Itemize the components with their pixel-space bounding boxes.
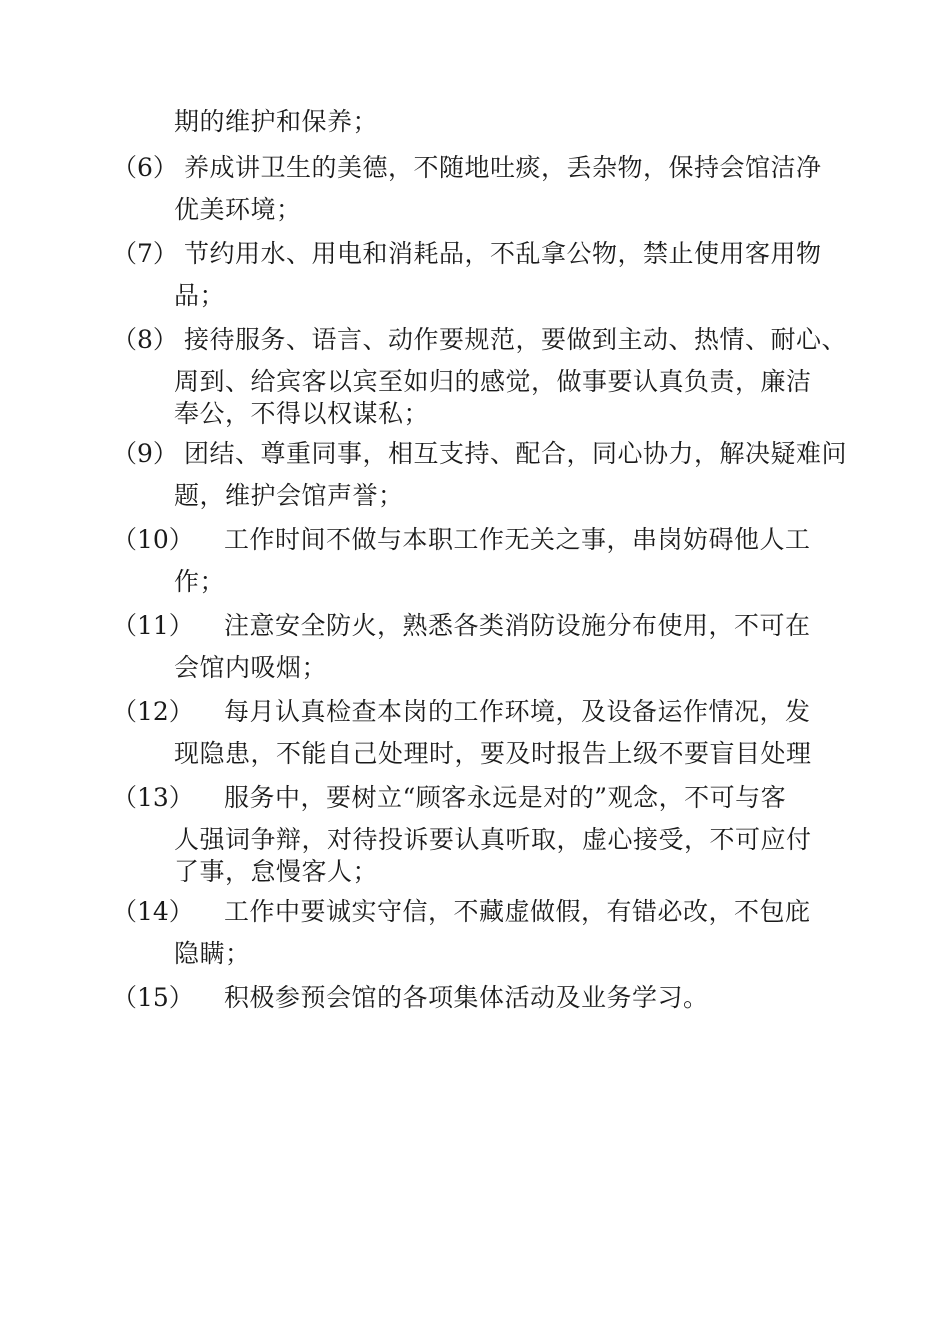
item-number: （11） xyxy=(112,611,194,640)
item-text-line: 人强词争辩，对待投诉要认真听取，虚心接受，不可应付 xyxy=(174,825,812,854)
item-number: （14） xyxy=(112,897,194,926)
item-text-line: 注意安全防火，熟悉各类消防设施分布使用，不可在 xyxy=(224,611,811,640)
item-text-line: 作； xyxy=(174,567,226,596)
item-text-line: 现隐患，不能自己处理时，要及时报告上级不要盲目处理 xyxy=(174,739,812,768)
lead-line: 期的维护和保养； xyxy=(174,107,379,136)
item-text-line: 了事，怠慢客人； xyxy=(174,857,379,886)
item-text-line: 节约用水、用电和消耗品，不乱拿公物，禁止使用客用物 xyxy=(184,239,822,268)
item-text-line: 接待服务、语言、动作要规范，要做到主动、热情、耐心、 xyxy=(184,325,848,354)
item-text-line: 每月认真检查本岗的工作环境，及设备运作情况，发 xyxy=(224,697,811,726)
item-text-line: 会馆内吸烟； xyxy=(174,653,328,682)
item-number: （9） xyxy=(112,439,178,468)
item-text-line: 题，维护会馆声誉； xyxy=(174,481,404,510)
item-text-line: 团结、尊重同事，相互支持、配合，同心协力，解决疑难问 xyxy=(184,439,848,468)
item-text-line: 养成讲卫生的美德，不随地吐痰，丢杂物，保持会馆洁净 xyxy=(184,153,822,182)
item-number: （10） xyxy=(112,525,194,554)
item-text-line: 品； xyxy=(174,281,226,310)
item-text-line: 积极参预会馆的各项集体活动及业务学习。 xyxy=(224,983,709,1012)
item-text-line: 周到、给宾客以宾至如归的感觉，做事要认真负责，廉洁 xyxy=(174,367,812,396)
item-number: （7） xyxy=(112,239,178,268)
item-text-line: 优美环境； xyxy=(174,195,302,224)
item-text-line: 工作中要诚实守信，不藏虚做假，有错必改，不包庇 xyxy=(224,897,811,926)
item-text-line: 工作时间不做与本职工作无关之事，串岗妨碍他人工 xyxy=(224,525,811,554)
item-number: （6） xyxy=(112,153,178,182)
item-number: （8） xyxy=(112,325,178,354)
item-text-line: 隐瞒； xyxy=(174,939,251,968)
item-number: （12） xyxy=(112,697,194,726)
item-text-line: 服务中，要树立“顾客永远是对的”观念，不可与客 xyxy=(224,783,787,812)
item-number: （15） xyxy=(112,983,194,1012)
item-number: （13） xyxy=(112,783,194,812)
item-text-line: 奉公，不得以权谋私； xyxy=(174,399,430,428)
